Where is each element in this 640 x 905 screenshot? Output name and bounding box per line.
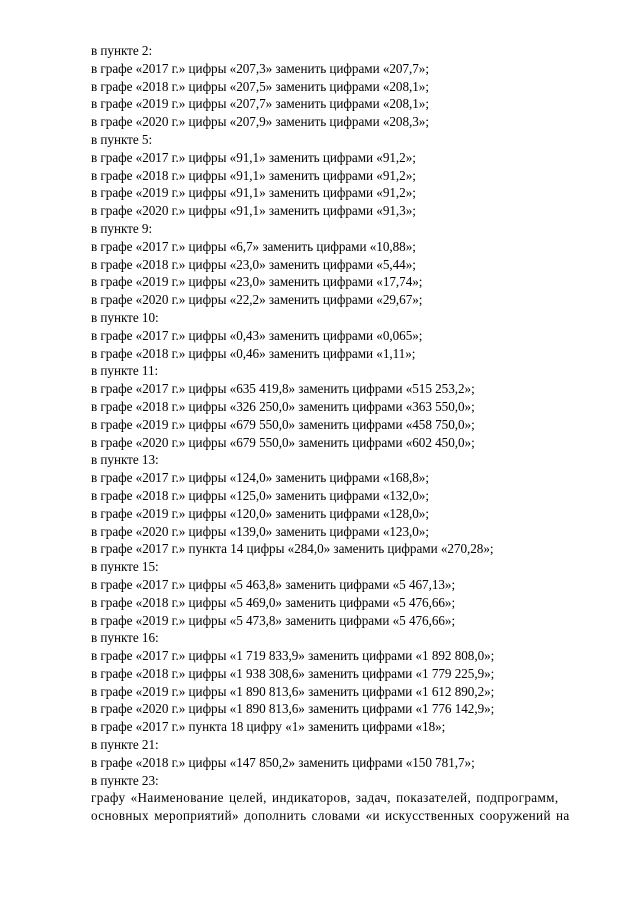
paragraph-line: графу «Наименование целей, индикаторов, задач, показателей, подпрограмм, xyxy=(91,790,559,806)
amendment-line: в графе «2017 г.» цифры «207,3» заменить цифрами «207,7»; xyxy=(91,60,429,76)
amendment-line: в графе «2019 г.» цифры «120,0» заменить цифрами «128,0»; xyxy=(91,505,429,521)
amendment-list xyxy=(91,42,558,789)
amendment-line: в графе «2018 г.» цифры «326 250,0» заменить цифрами «363 550,0»; xyxy=(91,398,475,414)
amendment-line: в графе «2019 г.» цифры «679 550,0» заменить цифрами «458 750,0»; xyxy=(91,416,475,432)
amendment-line: в графе «2019 г.» цифры «207,7» заменить цифрами «208,1»; xyxy=(91,96,429,112)
amendment-line: в графе «2020 г.» цифры «679 550,0» заменить цифрами «602 450,0»; xyxy=(91,434,475,450)
amendment-line: в графе «2018 г.» цифры «91,1» заменить цифрами «91,2»; xyxy=(91,167,416,183)
heading-item-5: в пункте 5: xyxy=(91,131,153,147)
amendment-line: в графе «2017 г.» пункта 18 цифру «1» заменить цифрами «18»; xyxy=(91,719,446,735)
amendment-line: в графе «2017 г.» цифры «5 463,8» заменить цифрами «5 467,13»; xyxy=(91,576,456,592)
closing-paragraph xyxy=(91,789,570,825)
amendment-line: в графе «2018 г.» цифры «5 469,0» заменить цифрами «5 476,66»; xyxy=(91,594,456,610)
amendment-line: в графе «2020 г.» цифры «22,2» заменить цифрами «29,67»; xyxy=(91,292,423,308)
amendment-line: в графе «2018 г.» цифры «125,0» заменить цифрами «132,0»; xyxy=(91,487,429,503)
heading-item-21: в пункте 21: xyxy=(91,737,159,753)
amendment-line: в графе «2019 г.» цифры «23,0» заменить цифрами «17,74»; xyxy=(91,274,423,290)
heading-item-10: в пункте 10: xyxy=(91,309,159,325)
amendment-line: в графе «2020 г.» цифры «91,1» заменить цифрами «91,3»; xyxy=(91,203,416,219)
amendment-line: в графе «2018 г.» цифры «23,0» заменить цифрами «5,44»; xyxy=(91,256,416,272)
amendment-line: в графе «2018 г.» цифры «1 938 308,6» заменить цифрами «1 779 225,9»; xyxy=(91,665,495,681)
amendment-line: в графе «2017 г.» пункта 14 цифры «284,0» заменить цифрами «270,28»; xyxy=(91,541,494,557)
amendment-line: в графе «2017 г.» цифры «91,1» заменить цифрами «91,2»; xyxy=(91,149,416,165)
amendment-line: в графе «2017 г.» цифры «6,7» заменить цифрами «10,88»; xyxy=(91,238,416,254)
amendment-line: в графе «2018 г.» цифры «207,5» заменить цифрами «208,1»; xyxy=(91,78,429,94)
document-body xyxy=(91,42,570,825)
heading-item-16: в пункте 16: xyxy=(91,630,159,646)
amendment-line: в графе «2019 г.» цифры «91,1» заменить цифрами «91,2»; xyxy=(91,185,416,201)
heading-item-13: в пункте 13: xyxy=(91,452,159,468)
amendment-line: в графе «2020 г.» цифры «139,0» заменить цифрами «123,0»; xyxy=(91,523,429,539)
amendment-line: в графе «2019 г.» цифры «1 890 813,6» заменить цифрами «1 612 890,2»; xyxy=(91,683,495,699)
amendment-line: в графе «2017 г.» цифры «635 419,8» заменить цифрами «515 253,2»; xyxy=(91,381,475,397)
amendment-line: в графе «2018 г.» цифры «147 850,2» заменить цифрами «150 781,7»; xyxy=(91,754,475,770)
amendment-line: в графе «2017 г.» цифры «1 719 833,9» заменить цифрами «1 892 808,0»; xyxy=(91,648,495,664)
amendment-line: в графе «2019 г.» цифры «5 473,8» заменить цифрами «5 476,66»; xyxy=(91,612,456,628)
amendment-line: в графе «2020 г.» цифры «207,9» заменить цифрами «208,3»; xyxy=(91,114,429,130)
heading-item-11: в пункте 11: xyxy=(91,363,159,379)
amendment-line: в графе «2017 г.» цифры «0,43» заменить цифрами «0,065»; xyxy=(91,327,423,343)
heading-item-9: в пункте 9: xyxy=(91,220,153,236)
amendment-line: в графе «2017 г.» цифры «124,0» заменить цифрами «168,8»; xyxy=(91,470,429,486)
heading-item-2: в пункте 2: xyxy=(91,43,153,58)
amendment-line: в графе «2020 г.» цифры «1 890 813,6» заменить цифрами «1 776 142,9»; xyxy=(91,701,495,717)
amendment-line: в графе «2018 г.» цифры «0,46» заменить цифрами «1,11»; xyxy=(91,345,416,361)
heading-item-15: в пункте 15: xyxy=(91,559,159,575)
paragraph-line: основных мероприятий» дополнить словами «и искусственных сооружений на xyxy=(91,808,570,824)
heading-item-23: в пункте 23: xyxy=(91,772,159,788)
